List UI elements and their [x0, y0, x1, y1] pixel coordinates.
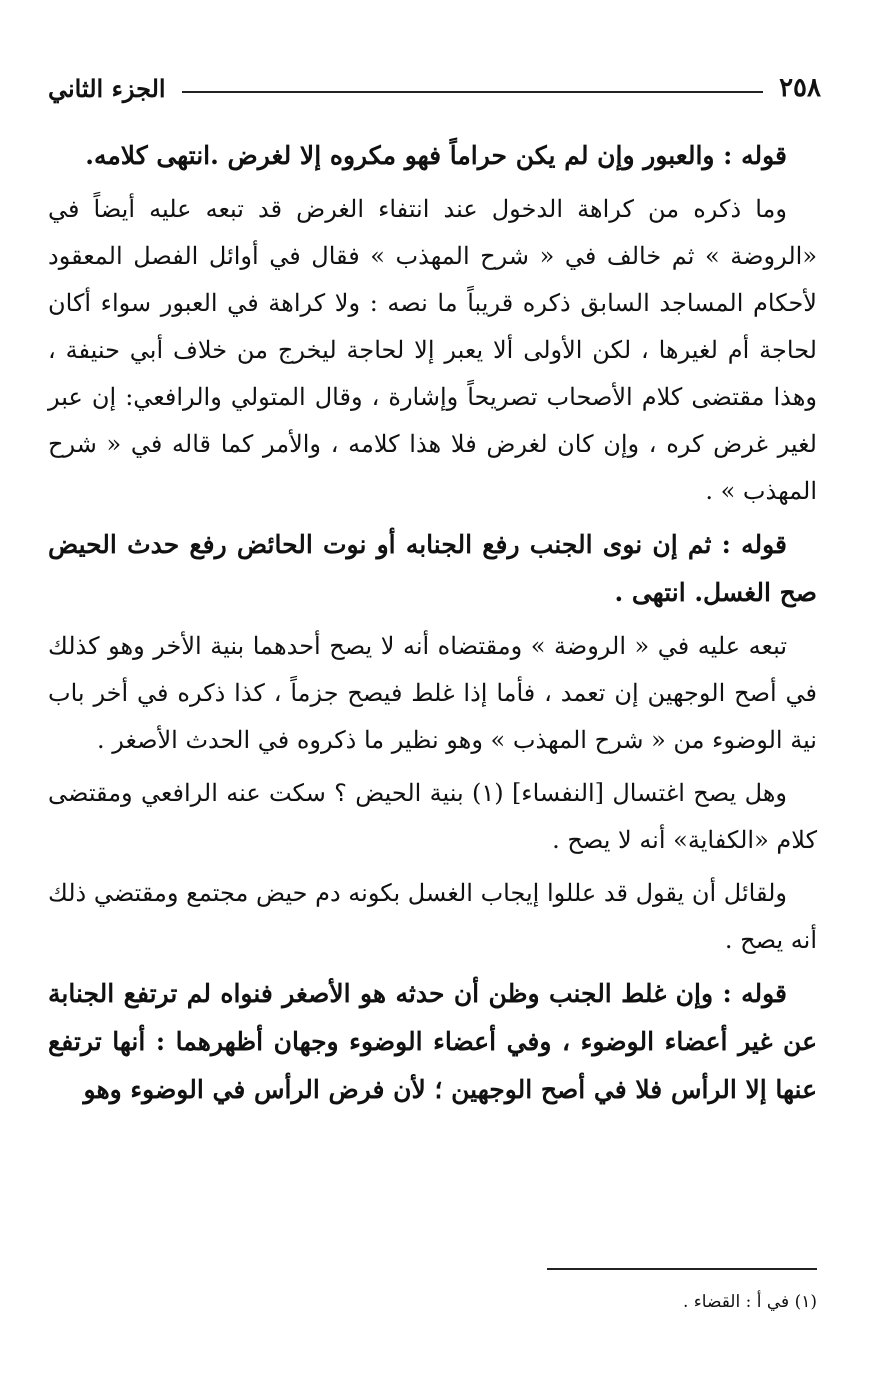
footnote-rule: [547, 1268, 817, 1270]
commentary-paragraph: وهل يصح اغتسال [النفساء] (١) بنية الحيض ؟ سكت عنه الرافعي ومقتضى كلام «الكفاية» أنه لا يصح .: [48, 779, 817, 854]
page-number: ٢٥٨: [779, 73, 821, 103]
quote-paragraph: قوله : والعبور وإن لم يكن حراماً فهو مكروه إلا لغرض .انتهى كلامه.: [85, 141, 787, 170]
commentary-paragraph: ولقائل أن يقول قد عللوا إيجاب الغسل بكونه دم حيض مجتمع ومقتضي ذلك أنه يصح .: [48, 879, 817, 954]
body-text: [48, 132, 817, 1120]
quote-paragraph: قوله : وإن غلط الجنب وظن أن حدثه هو الأصغر فنواه لم ترتفع الجنابة عن غير أعضاء الوضوء ، وفي أعضاء الوضوء وجهان أظهرهما : أنها ترتفع عنها إلا الرأس فلا في أصح الوجهين ؛ لأن فرض الرأس في الوضوء وهو: [48, 979, 817, 1104]
page-header: [48, 68, 821, 108]
header-rule: [182, 91, 764, 93]
quote-paragraph: قوله : ثم إن نوى الجنب رفع الجنابه أو نوت الحائض رفع حدث الحيض صح الغسل. انتهى .: [48, 530, 817, 607]
running-title: الجزء الثاني: [48, 73, 166, 103]
footnote: (١) في أ : القضاء .: [682, 1292, 817, 1312]
commentary-paragraph: تبعه عليه في « الروضة » ومقتضاه أنه لا يصح أحدهما بنية الأخر وهو كذلك في أصح الوجهين إن تعمد ، فأما إذا غلط فيصح جزماً ، كذا ذكره في أخر باب نية الوضوء من « شرح المهذب » وهو نظير ما ذكروه في الحدث الأصغر .: [48, 632, 817, 754]
commentary-paragraph: وما ذكره من كراهة الدخول عند انتفاء الغرض قد تبعه عليه أيضاً في «الروضة » ثم خالف في « شرح المهذب » فقال في أوائل الفصل المعقود لأحكام المساجد السابق ذكره قريباً ما نصه : ولا كراهة في العبور سواء أكان لحاجة أم لغيرها ، لكن الأولى ألا يعبر إلا لحاجة ليخرج من خلاف أبي حنيفة ، وهذا مقتضى كلام الأصحاب تصريحاً وإشارة ، وقال المتولي والرافعي: إن عبر لغير غرض كره ، وإن كان لغرض فلا هذا كلامه ، والأمر كما قاله في « شرح المهذب » .: [48, 195, 817, 505]
